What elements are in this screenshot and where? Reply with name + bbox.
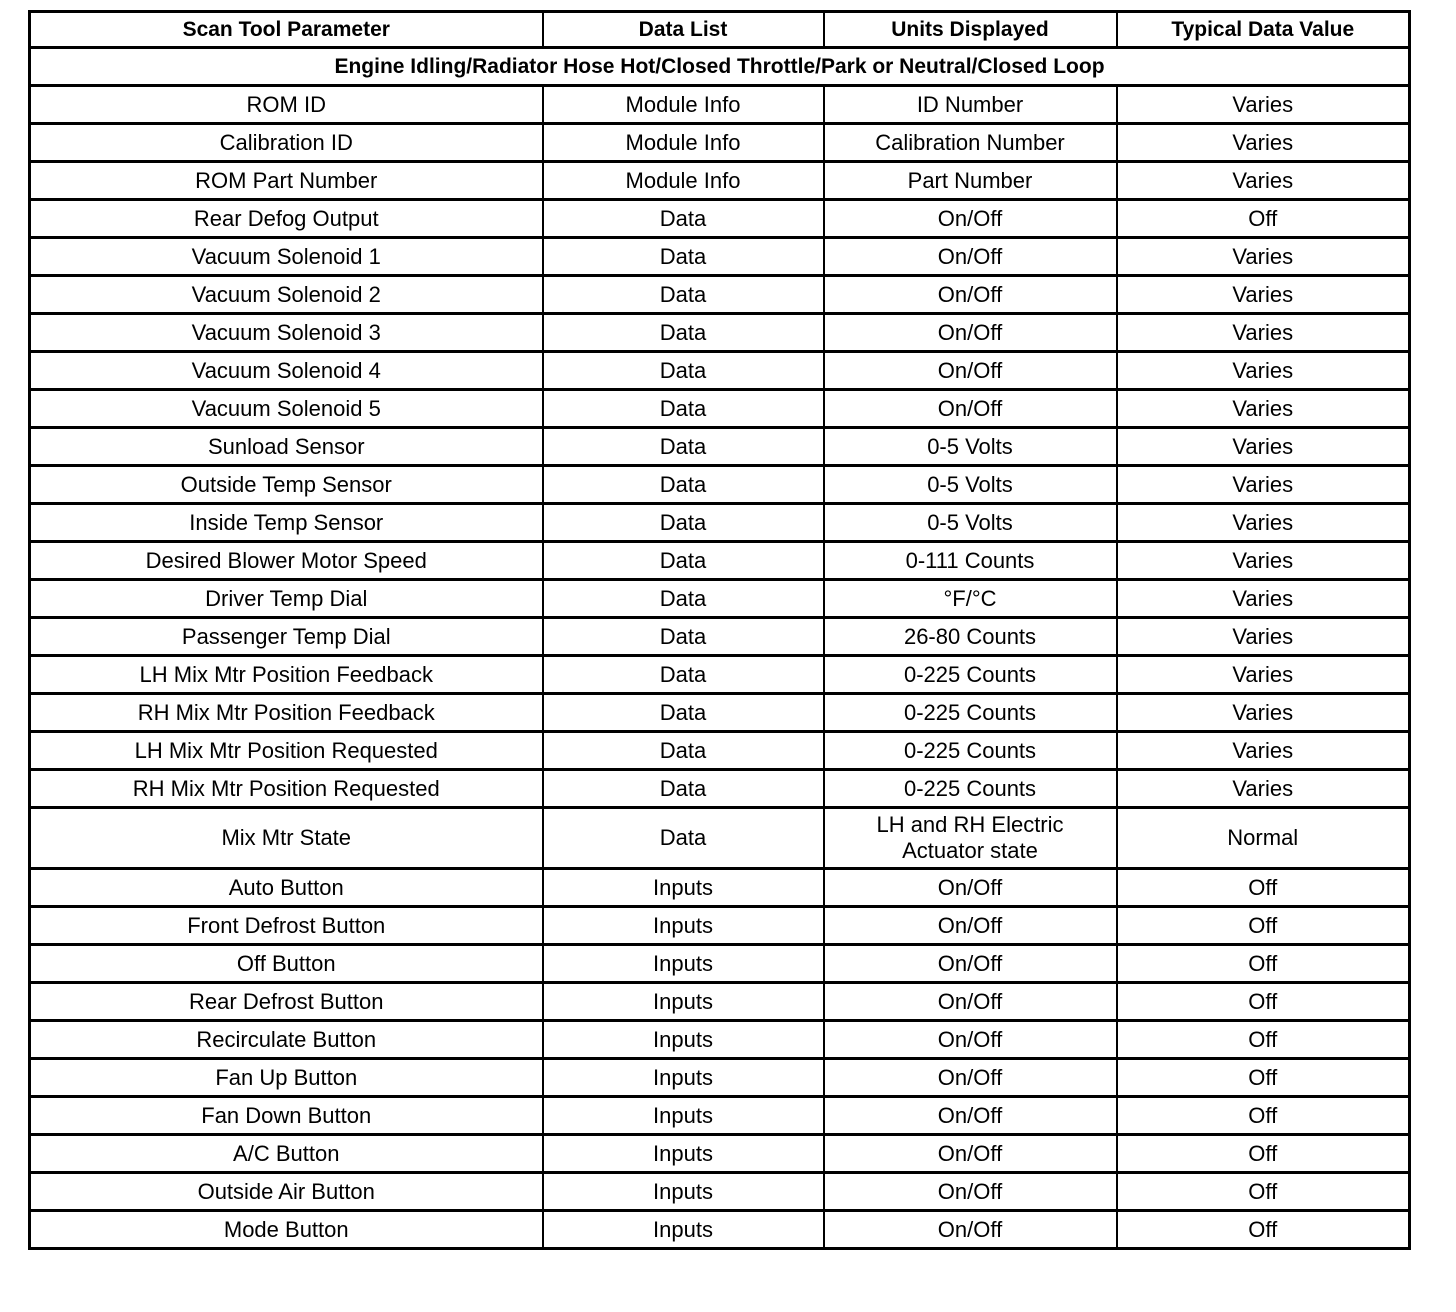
- header-typical-data-value: Typical Data Value: [1117, 12, 1410, 48]
- data-list-cell: Inputs: [543, 1135, 824, 1173]
- table-row: [30, 352, 1410, 390]
- data-list-cell: Data: [543, 732, 824, 770]
- units-cell: On/Off: [824, 1173, 1117, 1211]
- units-cell: On/Off: [824, 869, 1117, 907]
- units-cell: On/Off: [824, 945, 1117, 983]
- header-data-list: Data List: [543, 12, 824, 48]
- data-list-cell: Inputs: [543, 1021, 824, 1059]
- table-row: [30, 314, 1410, 352]
- table-row: [30, 1021, 1410, 1059]
- units-cell: 0-225 Counts: [824, 732, 1117, 770]
- data-list-cell: Data: [543, 276, 824, 314]
- data-list-cell: Inputs: [543, 869, 824, 907]
- table-row: [30, 1097, 1410, 1135]
- units-cell: On/Off: [824, 314, 1117, 352]
- table-row: [30, 580, 1410, 618]
- data-list-cell: Data: [543, 770, 824, 808]
- parameter-cell: Rear Defrost Button: [30, 983, 543, 1021]
- parameter-cell: RH Mix Mtr Position Feedback: [30, 694, 543, 732]
- units-cell: On/Off: [824, 276, 1117, 314]
- units-cell: On/Off: [824, 983, 1117, 1021]
- parameter-cell: Vacuum Solenoid 5: [30, 390, 543, 428]
- table-row: [30, 238, 1410, 276]
- typical-value-cell: Varies: [1117, 542, 1410, 580]
- table-row: [30, 945, 1410, 983]
- parameter-cell: Mode Button: [30, 1211, 543, 1249]
- data-list-cell: Data: [543, 656, 824, 694]
- data-list-cell: Module Info: [543, 124, 824, 162]
- units-cell: 0-111 Counts: [824, 542, 1117, 580]
- typical-value-cell: Varies: [1117, 238, 1410, 276]
- data-list-cell: Module Info: [543, 162, 824, 200]
- units-cell: ID Number: [824, 86, 1117, 124]
- table-row: [30, 200, 1410, 238]
- parameter-cell: Outside Temp Sensor: [30, 466, 543, 504]
- section-row: [30, 48, 1410, 86]
- table-row: [30, 1211, 1410, 1249]
- parameter-cell: LH Mix Mtr Position Requested: [30, 732, 543, 770]
- data-list-cell: Inputs: [543, 1097, 824, 1135]
- typical-value-cell: Varies: [1117, 770, 1410, 808]
- typical-value-cell: Off: [1117, 200, 1410, 238]
- parameter-cell: Rear Defog Output: [30, 200, 543, 238]
- table-row: [30, 732, 1410, 770]
- table-row: [30, 466, 1410, 504]
- units-cell: On/Off: [824, 238, 1117, 276]
- parameter-cell: Front Defrost Button: [30, 907, 543, 945]
- units-cell: On/Off: [824, 1135, 1117, 1173]
- parameter-cell: Mix Mtr State: [30, 808, 543, 869]
- units-cell: 0-5 Volts: [824, 466, 1117, 504]
- table-row: [30, 542, 1410, 580]
- typical-value-cell: Varies: [1117, 504, 1410, 542]
- units-cell: On/Off: [824, 352, 1117, 390]
- data-list-cell: Data: [543, 428, 824, 466]
- data-list-cell: Data: [543, 200, 824, 238]
- typical-value-cell: Varies: [1117, 276, 1410, 314]
- table-row: [30, 1135, 1410, 1173]
- typical-value-cell: Varies: [1117, 694, 1410, 732]
- parameter-cell: LH Mix Mtr Position Feedback: [30, 656, 543, 694]
- typical-value-cell: Off: [1117, 1173, 1410, 1211]
- data-list-cell: Inputs: [543, 1211, 824, 1249]
- units-cell: °F/°C: [824, 580, 1117, 618]
- parameter-cell: Inside Temp Sensor: [30, 504, 543, 542]
- parameter-cell: A/C Button: [30, 1135, 543, 1173]
- table-row: [30, 1173, 1410, 1211]
- units-cell: Part Number: [824, 162, 1117, 200]
- table-row: [30, 162, 1410, 200]
- data-list-cell: Inputs: [543, 983, 824, 1021]
- table-row: [30, 618, 1410, 656]
- table-row: [30, 808, 1410, 869]
- data-list-cell: Data: [543, 314, 824, 352]
- units-cell: On/Off: [824, 390, 1117, 428]
- typical-value-cell: Varies: [1117, 580, 1410, 618]
- data-list-cell: Data: [543, 542, 824, 580]
- units-cell: On/Off: [824, 1097, 1117, 1135]
- parameter-cell: Fan Up Button: [30, 1059, 543, 1097]
- units-cell: On/Off: [824, 1059, 1117, 1097]
- table-row: [30, 907, 1410, 945]
- data-list-cell: Inputs: [543, 1059, 824, 1097]
- typical-value-cell: Varies: [1117, 466, 1410, 504]
- units-cell: Calibration Number: [824, 124, 1117, 162]
- typical-value-cell: Off: [1117, 907, 1410, 945]
- parameter-cell: Vacuum Solenoid 4: [30, 352, 543, 390]
- typical-value-cell: Varies: [1117, 390, 1410, 428]
- parameter-cell: Vacuum Solenoid 2: [30, 276, 543, 314]
- data-list-cell: Data: [543, 808, 824, 869]
- data-list-cell: Data: [543, 390, 824, 428]
- parameter-cell: Auto Button: [30, 869, 543, 907]
- table-row: [30, 504, 1410, 542]
- data-list-cell: Inputs: [543, 1173, 824, 1211]
- parameter-cell: Passenger Temp Dial: [30, 618, 543, 656]
- typical-value-cell: Off: [1117, 1135, 1410, 1173]
- table-row: [30, 983, 1410, 1021]
- table-row: [30, 694, 1410, 732]
- section-title: Engine Idling/Radiator Hose Hot/Closed Throttle/Park or Neutral/Closed Loop: [30, 48, 1410, 86]
- parameter-cell: RH Mix Mtr Position Requested: [30, 770, 543, 808]
- parameter-cell: Off Button: [30, 945, 543, 983]
- typical-value-cell: Off: [1117, 869, 1410, 907]
- typical-value-cell: Off: [1117, 1097, 1410, 1135]
- parameter-cell: Fan Down Button: [30, 1097, 543, 1135]
- table-row: [30, 390, 1410, 428]
- data-list-cell: Module Info: [543, 86, 824, 124]
- typical-value-cell: Varies: [1117, 314, 1410, 352]
- typical-value-cell: Varies: [1117, 428, 1410, 466]
- data-list-cell: Inputs: [543, 945, 824, 983]
- data-list-cell: Inputs: [543, 907, 824, 945]
- typical-value-cell: Varies: [1117, 618, 1410, 656]
- typical-value-cell: Normal: [1117, 808, 1410, 869]
- typical-value-cell: Varies: [1117, 656, 1410, 694]
- typical-value-cell: Varies: [1117, 732, 1410, 770]
- parameter-cell: ROM Part Number: [30, 162, 543, 200]
- data-list-cell: Data: [543, 618, 824, 656]
- typical-value-cell: Off: [1117, 1211, 1410, 1249]
- parameter-cell: Outside Air Button: [30, 1173, 543, 1211]
- units-cell: 0-225 Counts: [824, 694, 1117, 732]
- header-row: [30, 12, 1410, 48]
- units-cell: On/Off: [824, 907, 1117, 945]
- data-list-cell: Data: [543, 504, 824, 542]
- data-list-cell: Data: [543, 580, 824, 618]
- table-row: [30, 428, 1410, 466]
- typical-value-cell: Off: [1117, 1021, 1410, 1059]
- table-row: [30, 86, 1410, 124]
- units-cell: 0-225 Counts: [824, 770, 1117, 808]
- header-scan-tool-parameter: Scan Tool Parameter: [30, 12, 543, 48]
- units-cell: On/Off: [824, 1211, 1117, 1249]
- data-list-cell: Data: [543, 352, 824, 390]
- typical-value-cell: Varies: [1117, 86, 1410, 124]
- units-cell: 0-5 Volts: [824, 504, 1117, 542]
- parameter-cell: Driver Temp Dial: [30, 580, 543, 618]
- typical-value-cell: Varies: [1117, 162, 1410, 200]
- table-row: [30, 656, 1410, 694]
- scan-tool-data-table: [28, 10, 1411, 1250]
- parameter-cell: Recirculate Button: [30, 1021, 543, 1059]
- table-row: [30, 1059, 1410, 1097]
- typical-value-cell: Off: [1117, 945, 1410, 983]
- parameter-cell: Sunload Sensor: [30, 428, 543, 466]
- parameter-cell: Desired Blower Motor Speed: [30, 542, 543, 580]
- parameter-cell: Vacuum Solenoid 1: [30, 238, 543, 276]
- units-cell: On/Off: [824, 200, 1117, 238]
- data-list-cell: Data: [543, 694, 824, 732]
- units-cell: 26-80 Counts: [824, 618, 1117, 656]
- parameter-cell: ROM ID: [30, 86, 543, 124]
- typical-value-cell: Varies: [1117, 352, 1410, 390]
- units-cell: 0-5 Volts: [824, 428, 1117, 466]
- parameter-cell: Calibration ID: [30, 124, 543, 162]
- units-cell: On/Off: [824, 1021, 1117, 1059]
- typical-value-cell: Off: [1117, 983, 1410, 1021]
- table-row: [30, 770, 1410, 808]
- units-cell: LH and RH Electric Actuator state: [824, 808, 1117, 869]
- units-cell: 0-225 Counts: [824, 656, 1117, 694]
- table-row: [30, 124, 1410, 162]
- typical-value-cell: Off: [1117, 1059, 1410, 1097]
- table-row: [30, 276, 1410, 314]
- data-list-cell: Data: [543, 466, 824, 504]
- table-row: [30, 869, 1410, 907]
- parameter-cell: Vacuum Solenoid 3: [30, 314, 543, 352]
- typical-value-cell: Varies: [1117, 124, 1410, 162]
- header-units-displayed: Units Displayed: [824, 12, 1117, 48]
- data-list-cell: Data: [543, 238, 824, 276]
